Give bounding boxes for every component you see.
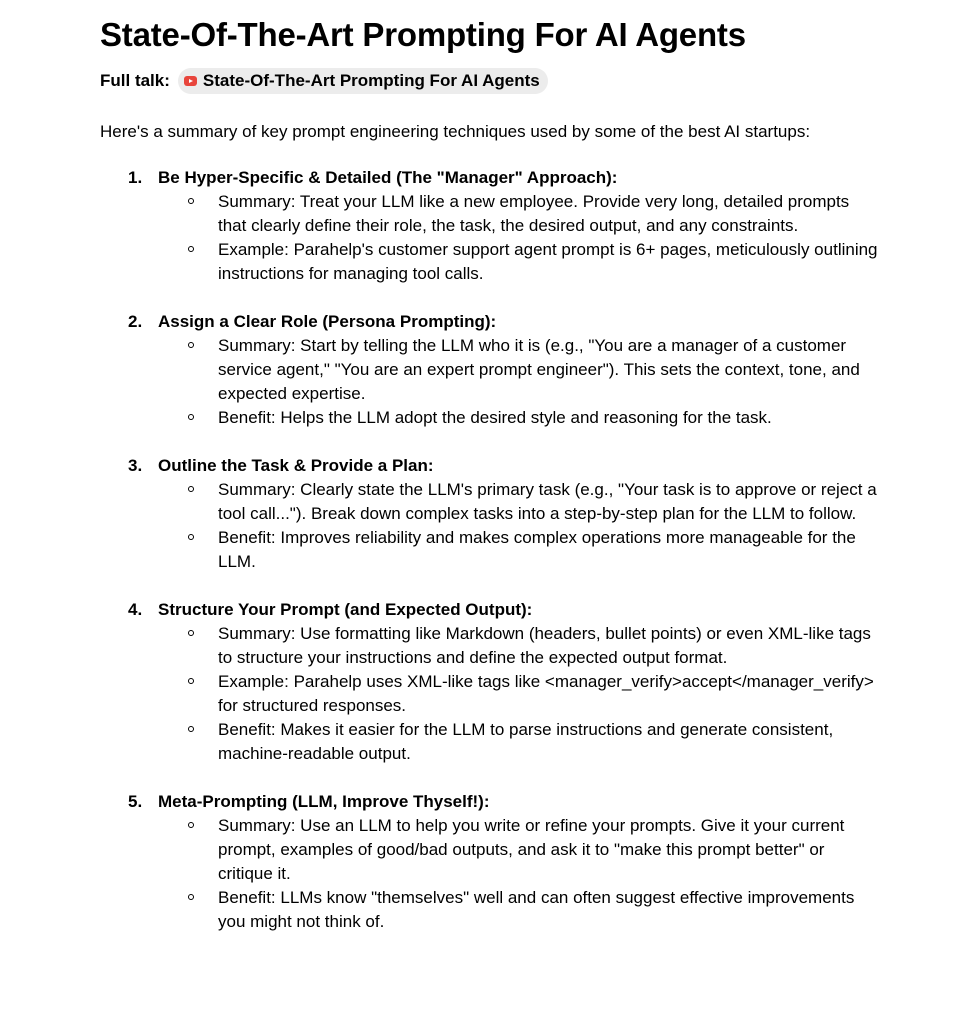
technique-point [0, 814, 878, 886]
technique-title: Assign a Clear Role (Persona Prompting): [158, 312, 497, 331]
hollow-bullet-icon [188, 678, 194, 684]
list-item [0, 454, 971, 574]
point-text: Summary: Start by telling the LLM who it is (e.g., "You are a manager of a customer service agent," "You are an expert prompt engineer"). This sets the context, tone, and expected expertise. [218, 336, 860, 403]
intro-paragraph: Here's a summary of key prompt engineering techniques used by some of the best AI startups: [100, 122, 811, 141]
technique-heading [0, 310, 971, 334]
technique-points [0, 190, 971, 286]
technique-point [0, 670, 878, 718]
technique-number: 5. [128, 792, 143, 811]
hollow-bullet-icon [188, 486, 194, 492]
hollow-bullet-icon [188, 198, 194, 204]
point-text: Benefit: LLMs know "themselves" well and can often suggest effective improvements you might not think of. [218, 888, 855, 931]
list-item [0, 166, 971, 286]
technique-point [0, 190, 878, 238]
hollow-bullet-icon [188, 414, 194, 420]
list-item [0, 598, 971, 766]
technique-point [0, 886, 878, 934]
page-title: State-Of-The-Art Prompting For AI Agents [100, 16, 746, 53]
technique-point [0, 622, 878, 670]
technique-number: 4. [128, 600, 143, 619]
list-item [0, 310, 971, 430]
technique-points [0, 478, 971, 574]
hollow-bullet-icon [188, 726, 194, 732]
video-link-chip[interactable] [178, 68, 548, 94]
technique-heading [0, 790, 971, 814]
technique-points [0, 622, 971, 766]
point-text: Summary: Clearly state the LLM's primary task (e.g., "Your task is to approve or reject a tool call..."). Break down complex tasks into a step-by-step plan for the LLM to follow. [218, 480, 877, 523]
point-text: Example: Parahelp's customer support agent prompt is 6+ pages, meticulously outlining instructions for managing tool calls. [218, 240, 878, 283]
technique-point [0, 334, 878, 406]
hollow-bullet-icon [188, 630, 194, 636]
video-link-text: State-Of-The-Art Prompting For AI Agents [202, 71, 540, 90]
point-text: Summary: Treat your LLM like a new employee. Provide very long, detailed prompts that clearly define their role, the task, the desired output, and any constraints. [218, 192, 850, 235]
technique-title: Meta-Prompting (LLM, Improve Thyself!): [158, 792, 490, 811]
technique-heading [0, 454, 971, 478]
technique-points [0, 334, 971, 430]
technique-number: 2. [128, 312, 143, 331]
hollow-bullet-icon [188, 894, 194, 900]
technique-title: Outline the Task & Provide a Plan: [158, 456, 434, 475]
point-text: Summary: Use formatting like Markdown (headers, bullet points) or even XML-like tags to structure your instructions and define the expected output format. [218, 624, 871, 667]
techniques-list [0, 166, 971, 958]
hollow-bullet-icon [188, 534, 194, 540]
point-text: Summary: Use an LLM to help you write or refine your prompts. Give it your current prompt, examples of good/bad outputs, and ask it to "make this prompt better" or critique it. [218, 816, 845, 883]
technique-heading [0, 598, 971, 622]
point-text: Example: Parahelp uses XML-like tags like <manager_verify>accept</manager_verify> for structured responses. [218, 672, 874, 715]
full-talk-line [100, 68, 548, 94]
list-item [0, 790, 971, 934]
youtube-play-icon [184, 76, 197, 86]
technique-number: 3. [128, 456, 143, 475]
point-text: Benefit: Makes it easier for the LLM to parse instructions and generate consistent, machine-readable output. [218, 720, 834, 763]
hollow-bullet-icon [188, 246, 194, 252]
technique-title: Structure Your Prompt (and Expected Output): [158, 600, 533, 619]
technique-point [0, 238, 878, 286]
point-text: Benefit: Helps the LLM adopt the desired style and reasoning for the task. [218, 408, 772, 427]
technique-number: 1. [128, 168, 143, 187]
technique-point [0, 478, 878, 526]
technique-point [0, 406, 878, 430]
hollow-bullet-icon [188, 822, 194, 828]
technique-title: Be Hyper-Specific & Detailed (The "Manager" Approach): [158, 168, 618, 187]
technique-heading [0, 166, 971, 190]
hollow-bullet-icon [188, 342, 194, 348]
full-talk-label: Full talk: [100, 71, 170, 90]
technique-points [0, 814, 971, 934]
point-text: Benefit: Improves reliability and makes complex operations more manageable for the LLM. [218, 528, 856, 571]
technique-point [0, 526, 878, 574]
technique-point [0, 718, 878, 766]
